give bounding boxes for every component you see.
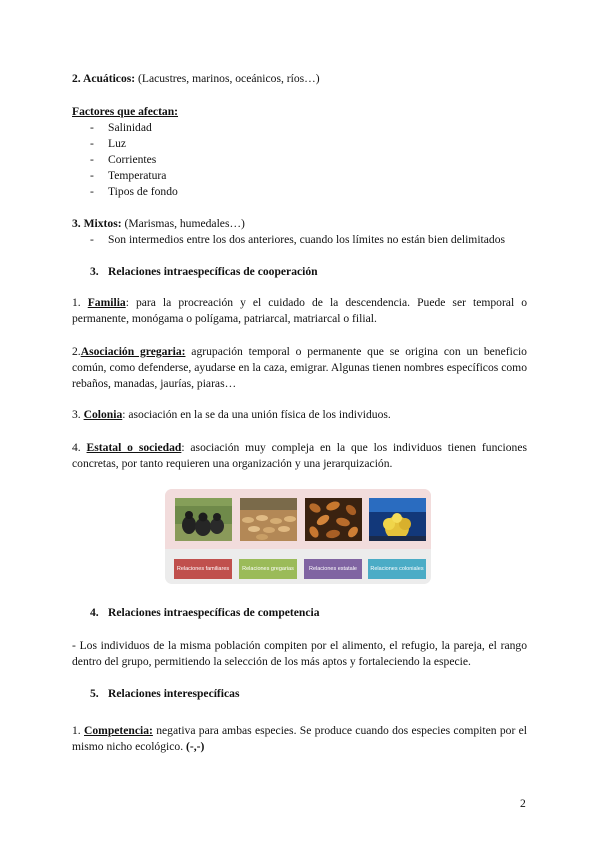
document-page [72,0,527,848]
caption-relaciones-estatales: Relaciones estatale [304,559,362,579]
mixtos-paragraph [72,216,527,232]
asociacion-paragraph [72,344,527,392]
interaction-symbol: (-,-) [186,740,205,753]
competencia-inter-text: negativa para ambas especies. Se produce cuando dos especies compiten por el mismo nicho ecológico. [72,724,527,753]
familia-text: : para la procreación y el cuidado de la descendencia. Puede ser temporal o permanente, monógama o polígama, patriarcal, matriarcal o filial. [72,296,527,325]
list-item-text: Tipos de fondo [108,185,178,198]
section-number: 4. [90,606,99,619]
mixtos-label: 3. Mixtos: [72,217,122,230]
caption-relaciones-coloniales: Relaciones coloniales [368,559,426,579]
term-asociacion: Asociación gregaria: [80,345,186,358]
item-number: 2. [72,345,81,358]
list-item-text: Corrientes [108,153,157,166]
page-number: 2 [520,797,526,810]
item-number: 4. [72,441,87,454]
list-dash: - [90,137,94,150]
list-item-text: Son intermedios entre los dos anteriores, cuando los límites no están bien delimitados [108,233,506,246]
acuaticos-label: 2. Acuáticos: [72,72,136,85]
acuaticos-text: (Lacustres, marinos, oceánicos, ríos…) [135,72,320,85]
relations-figure [165,489,431,584]
gorillas-photo [175,498,232,541]
section-title: Relaciones intraespecíficas de competencia [108,606,320,619]
term-estatal: Estatal o sociedad [86,441,182,454]
list-dash: - [90,121,94,134]
list-item-text: Salinidad [108,121,152,134]
list-dash: - [90,153,94,166]
section-title: Relaciones intraespecíficas de cooperación [108,265,318,278]
list-dash: - [90,185,94,198]
section-title: Relaciones interespecíficas [108,687,240,700]
list-dash: - [90,169,94,182]
factores-title-text: Factores que afectan: [72,105,179,118]
list-dash: - [90,233,94,246]
section-number: 3. [90,265,99,278]
acuaticos-paragraph [72,71,527,87]
list-item-text: Luz [108,137,127,150]
term-familia: Familia [87,296,126,309]
coral-photo [369,498,426,541]
caption-relaciones-gregarias: Relaciones gregarias [239,559,297,579]
term-colonia: Colonia [83,408,123,421]
term-competencia: Competencia: [84,724,153,737]
competencia-intra-text: - Los individuos de la misma población compiten por el alimento, el refugio, la pareja, el rango dentro del grupo, permitiendo la selección de los más aptos y fortaleciendo la especie. [72,639,527,668]
estatal-paragraph [72,440,527,472]
item-number: 1. [72,724,84,737]
section-number: 5. [90,687,99,700]
asociacion-text: agrupación temporal o permanente que se origina con un beneficio común, como defenderse, ayudarse en la caza, emigrar. Algunas tienen nombres específicos como rebaños, manadas, jaurías, piaras… [72,345,527,390]
caption-relaciones-familiares: Relaciones familiares [174,559,232,579]
item-number: 3. [72,408,84,421]
colonia-text: : asociación en la se da una unión física de los individuos. [122,408,391,421]
mixtos-text: (Marismas, humedales…) [121,217,245,230]
competencia-intra-paragraph [72,638,527,670]
item-number: 1. [72,296,88,309]
familia-paragraph [72,295,527,327]
list-item-text: Temperatura [108,169,167,182]
competencia-inter-paragraph [72,723,527,755]
factores-title [72,104,527,120]
estatal-text: : asociación muy compleja en la que los individuos tienen funciones concretas, por tanto requieren una organización y una jerarquización. [72,441,528,470]
insects-photo [305,498,362,541]
herd-photo [240,498,297,541]
colonia-paragraph [72,407,527,423]
